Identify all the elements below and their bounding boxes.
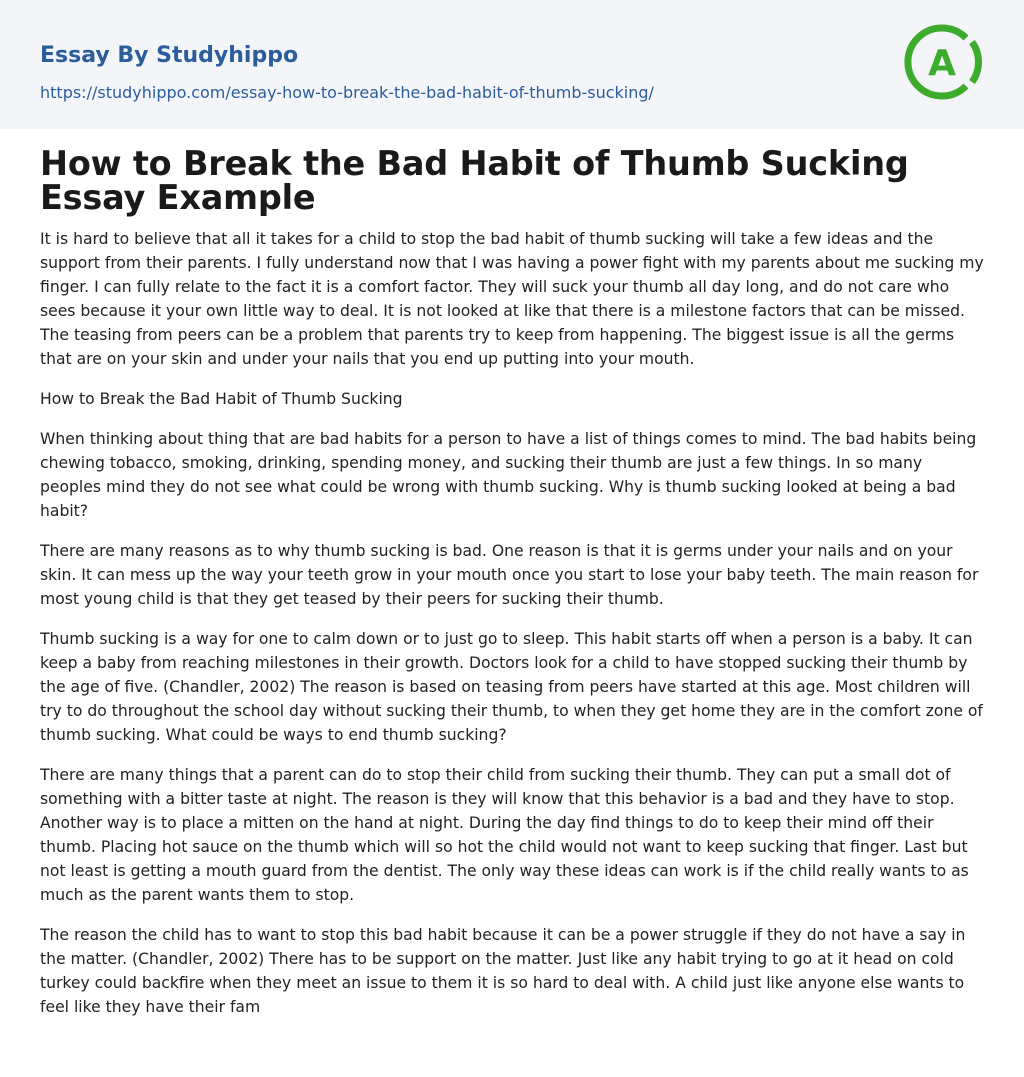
essay-paragraph: There are many things that a parent can do to stop their child from sucking their thumb. They can put a small dot of something with a bitter taste at night. The reason is they will know that this behavior is a bad and they have to stop. Another way is to place a mitten on the hand at night. During the day find things to do to keep their mind off their thumb. Placing hot sauce on the thumb which will so hot the child would not want to keep sucking that finger. Last but not least is getting a mouth guard from the dentist. The only way these ideas can work is if the child really wants to as much as the parent wants them to stop.	[40, 766, 969, 904]
essay-url-link[interactable]: https://studyhippo.com/essay-how-to-break-the-bad-habit-of-thumb-sucking/	[40, 83, 654, 102]
essay-paragraph: It is hard to believe that all it takes for a child to stop the bad habit of thumb sucking will take a few ideas and the support from their parents. I fully understand now that I was having a power fight with my parents about me sucking my finger. I can fully relate to the fact it is a comfort factor. They will suck your thumb all day long, and do not care who sees because it your own little way to deal. It is not looked at like that there is a milestone factors that can be missed. The teasing from peers can be a problem that parents try to keep from happening. The biggest issue is all the germs that are on your skin and under your nails that you end up putting into your mouth.	[40, 230, 984, 368]
site-header	[0, 0, 1024, 129]
essay-paragraph: The reason the child has to want to stop this bad habit because it can be a power struggle if they do not have a say in the matter. (Chandler, 2002) There has to be support on the matter. Just like any habit trying to go at it head on cold turkey could backfire when they meet an issue to them it is so hard to deal with. A child just like anyone else wants to feel like they have their fam	[40, 926, 966, 1016]
studyhippo-logo-icon[interactable]	[900, 20, 984, 104]
essay-subheading: How to Break the Bad Habit of Thumb Sucking	[40, 390, 403, 408]
logo-letter: A	[928, 43, 956, 84]
essay-paragraph: When thinking about thing that are bad habits for a person to have a list of things comes to mind. The bad habits being chewing tobacco, smoking, drinking, spending money, and sucking their thumb are just a few things. In so many peoples mind they do not see what could be wrong with thumb sucking. Why is thumb sucking looked at being a bad habit?	[40, 430, 977, 520]
essay-paragraph: Thumb sucking is a way for one to calm down or to just go to sleep. This habit starts off when a person is a baby. It can keep a baby from reaching milestones in their growth. Doctors look for a child to have stopped sucking their thumb by the age of five. (Chandler, 2002) The reason is based on teasing from peers have started at this age. Most children will try to do throughout the school day without sucking their thumb, to when they get home they are in the comfort zone of thumb sucking. What could be ways to end thumb sucking?	[40, 630, 983, 744]
essay-title: How to Break the Bad Habit of Thumb Sucking Essay Example	[40, 144, 909, 217]
essay-content	[0, 129, 1024, 1019]
essay-paragraph: There are many reasons as to why thumb sucking is bad. One reason is that it is germs under your nails and on your skin. It can mess up the way your teeth grow in your mouth once you start to lose your baby teeth. The main reason for most young child is that they get teased by their peers for sucking their thumb.	[40, 542, 979, 608]
site-brand[interactable]: Essay By Studyhippo	[40, 43, 299, 68]
